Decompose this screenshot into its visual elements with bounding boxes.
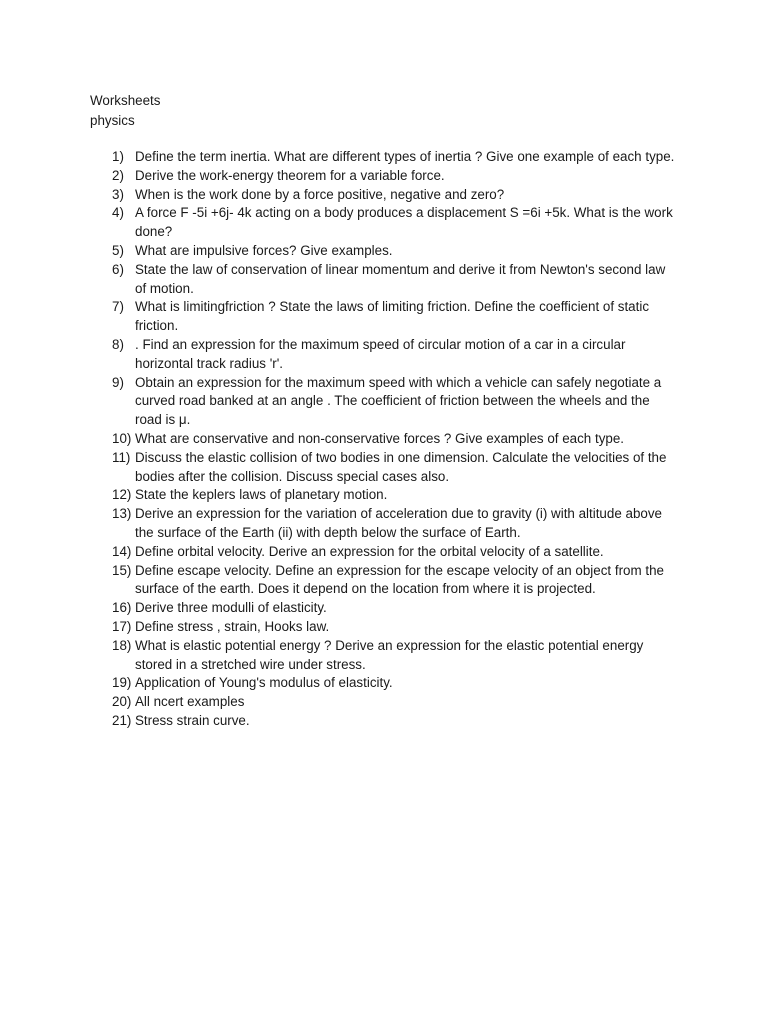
- question-text: What is limitingfriction ? State the laws of limiting friction. Define the coefficient of static friction.: [135, 299, 650, 334]
- question-number: 1): [112, 149, 124, 164]
- question-text: Application of Young's modulus of elasticity.: [135, 675, 393, 691]
- question-list: [90, 148, 690, 731]
- question-item: [90, 505, 690, 543]
- question-item: [90, 186, 690, 205]
- question-text: What is elastic potential energy ? Derive an expression for the elastic potential energy stored in a stretched wire under stress.: [135, 637, 644, 672]
- document-subject: physics: [90, 113, 135, 128]
- question-text: . Find an expression for the maximum speed of circular motion of a car in a circular horizontal track radius 'r'.: [135, 336, 626, 371]
- question-number: 4): [112, 205, 124, 221]
- question-text: State the law of conservation of linear momentum and derive it from Newton's second law of motion.: [135, 261, 666, 296]
- question-number: 3): [112, 186, 124, 202]
- question-number: 8): [112, 336, 124, 352]
- question-text: Define escape velocity. Define an expression for the escape velocity of an object from the surface of the earth. Does it depend on the location from where it is projected.: [135, 562, 664, 597]
- question-number: 12): [112, 487, 132, 503]
- question-text: Define stress , strain, Hooks law.: [135, 618, 330, 634]
- question-text: Derive three modulli of elasticity.: [135, 600, 327, 616]
- question-number: 16): [112, 600, 132, 616]
- question-text: A force F -5i +6j- 4k acting on a body produces a displacement S =6i +5k. What is the work done?: [135, 205, 673, 240]
- question-item: [90, 242, 690, 261]
- question-item: [90, 543, 690, 562]
- question-item: [90, 712, 690, 731]
- question-number: 5): [112, 242, 124, 258]
- question-item: [90, 148, 690, 167]
- document-title: Worksheets: [90, 93, 161, 108]
- question-text: State the keplers laws of planetary motion.: [135, 487, 388, 503]
- question-number: 15): [112, 562, 132, 578]
- question-number: 21): [112, 712, 132, 728]
- question-text: Define orbital velocity. Derive an expression for the orbital velocity of a satellite.: [135, 543, 604, 559]
- question-item: [90, 449, 690, 487]
- question-item: [90, 298, 690, 336]
- question-item: [90, 336, 690, 374]
- question-text: Derive the work-energy theorem for a variable force.: [135, 167, 445, 183]
- question-text: Define the term inertia. What are different types of inertia ? Give one example of each type.: [135, 149, 675, 164]
- question-item: [90, 167, 690, 186]
- question-item: [90, 486, 690, 505]
- question-number: 11): [112, 449, 131, 465]
- question-item: [90, 693, 690, 712]
- question-number: 6): [112, 261, 124, 277]
- question-text: What are conservative and non-conservative forces ? Give examples of each type.: [135, 430, 625, 446]
- question-number: 7): [112, 299, 124, 315]
- question-item: [90, 261, 690, 299]
- question-item: [90, 674, 690, 693]
- question-number: 19): [112, 675, 132, 691]
- question-text: Obtain an expression for the maximum speed with which a vehicle can safely negotiate a curved road banked at an angle . The coefficient of friction between the wheels and the road is μ.: [135, 374, 662, 428]
- question-text: Discuss the elastic collision of two bodies in one dimension. Calculate the velocities of the bodies after the collision. Discuss special cases also.: [135, 449, 667, 484]
- question-text: When is the work done by a force positive, negative and zero?: [135, 186, 505, 202]
- question-number: 18): [112, 637, 132, 653]
- question-text: What are impulsive forces? Give examples.: [135, 242, 393, 258]
- question-item: [90, 599, 690, 618]
- question-number: 13): [112, 506, 132, 522]
- question-text: All ncert examples: [135, 694, 245, 710]
- question-number: 10): [112, 430, 132, 446]
- question-text: Derive an expression for the variation of acceleration due to gravity (i) with altitude above the surface of the Earth (ii) with depth below the surface of Earth.: [135, 506, 662, 540]
- question-text: Stress strain curve.: [135, 712, 250, 728]
- question-item: [90, 430, 690, 449]
- question-number: 20): [112, 694, 132, 710]
- question-item: [90, 618, 690, 637]
- question-number: 14): [112, 543, 132, 559]
- question-number: 9): [112, 374, 124, 390]
- question-item: [90, 562, 690, 600]
- question-number: 2): [112, 167, 124, 183]
- question-item: [90, 374, 690, 430]
- question-number: 17): [112, 618, 132, 634]
- question-item: [90, 204, 690, 242]
- question-item: [90, 637, 690, 675]
